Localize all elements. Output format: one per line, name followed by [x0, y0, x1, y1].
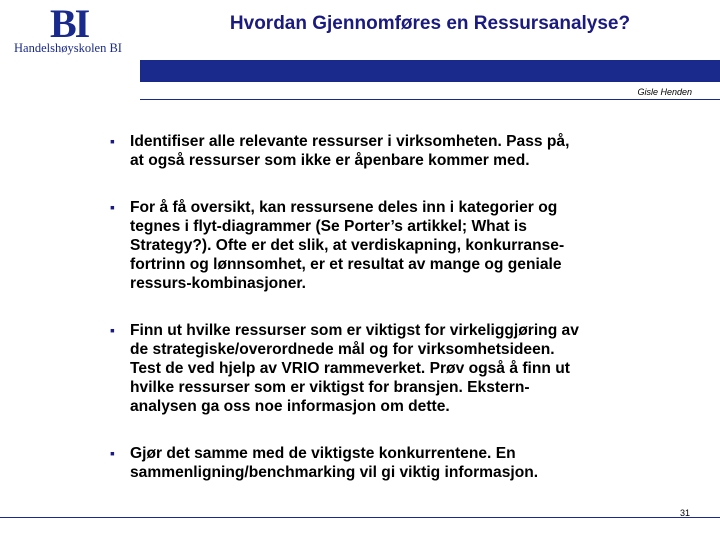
bullet-line: de strategiske/overordnede mål og for virksomhetsideen. — [130, 341, 555, 358]
bullet-line: Finn ut hvilke ressurser som er viktigst for virkeliggjøring av — [130, 322, 579, 339]
bullet-line: ressurs-kombinasjoner. — [130, 275, 306, 292]
bullet-line: sammenligning/benchmarking vil gi viktig informasjon. — [130, 464, 539, 481]
bullet-line: analysen ga oss noe informasjon om dette. — [130, 398, 450, 415]
bullet-item — [108, 132, 668, 170]
bullet-list — [108, 132, 668, 510]
bullet-item — [108, 198, 668, 293]
logo-mark: BI — [50, 1, 89, 46]
header-bar-gap — [0, 60, 140, 82]
bullet-line: hvilke ressurser som er viktigst for bransjen. Ekstern- — [130, 379, 530, 396]
footer-divider — [0, 517, 720, 518]
bullet-line: Identifiser alle relevante ressurser i virksomheten. Pass på, — [130, 133, 570, 150]
author-name: Gisle Henden — [637, 87, 692, 97]
bullet-line: For å få oversikt, kan ressursene deles inn i kategorier og — [130, 199, 558, 216]
slide-title: Hvordan Gjennomføres en Ressursanalyse? — [229, 13, 631, 34]
bullet-item — [108, 444, 668, 482]
bullet-line: Strategy?). Ofte er det slik, at verdiskapning, konkurranse- — [130, 237, 565, 254]
page-number: 31 — [679, 508, 690, 518]
bullet-line: tegnes i flyt-diagrammer (Se Porter’s artikkel; What is — [130, 218, 527, 235]
author-divider — [140, 99, 720, 100]
bi-logo — [14, 1, 132, 56]
bullet-line: Gjør det samme med de viktigste konkurrentene. En — [130, 445, 516, 462]
bullet-line: at også ressurser som ikke er åpenbare kommer med. — [130, 152, 530, 169]
logo-subtitle: Handelshøyskolen BI — [14, 41, 122, 55]
bullet-item — [108, 321, 668, 416]
bullet-line: fortrinn og lønnsomhet, er et resultat av mange og geniale — [130, 256, 562, 273]
bullet-line: Test de ved hjelp av VRIO rammeverket. Prøv også å finn ut — [130, 360, 570, 377]
